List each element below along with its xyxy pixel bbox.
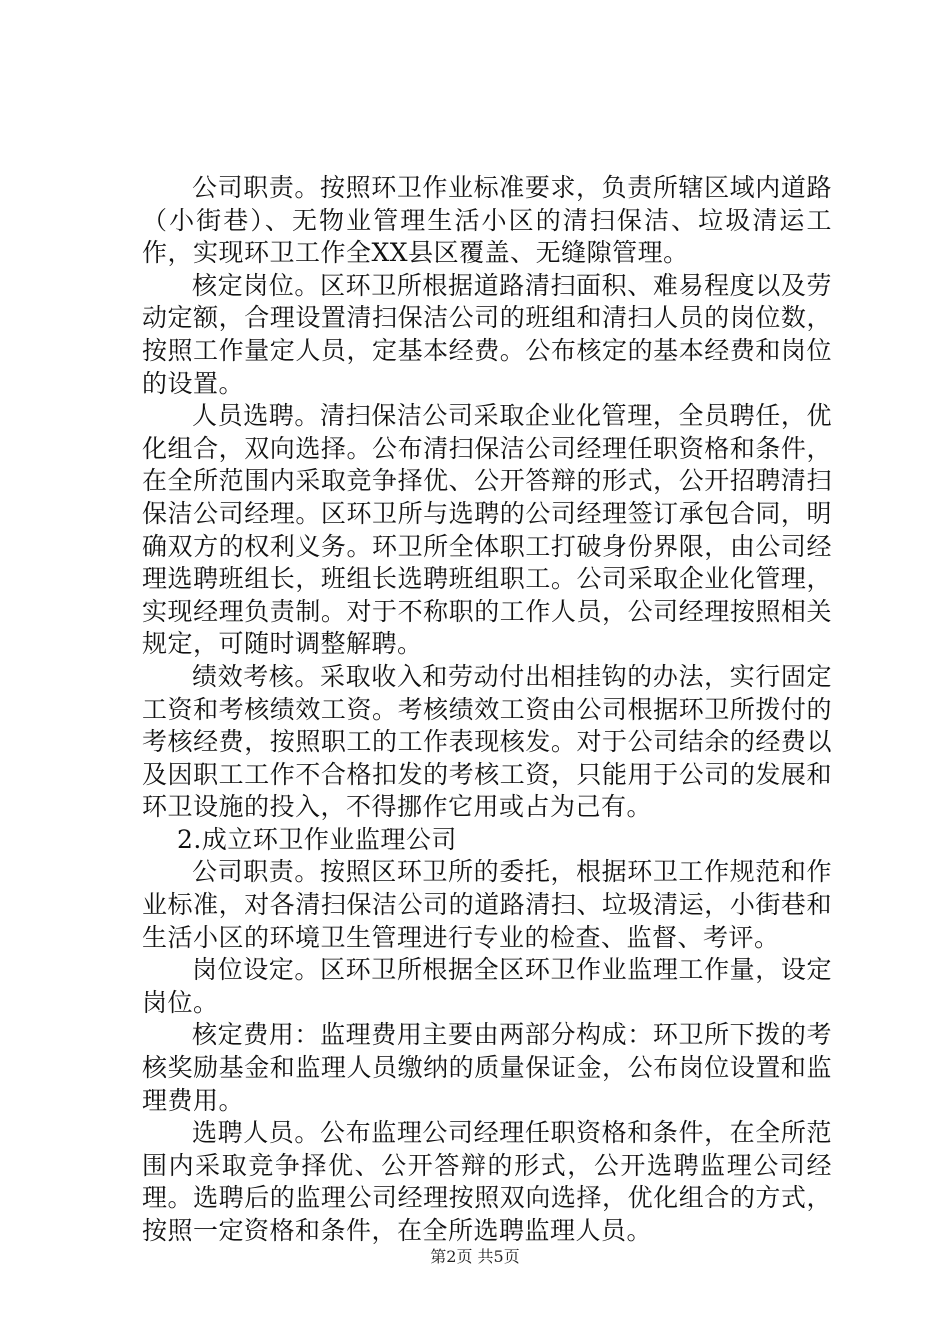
paragraph-post-setting: 岗位设定。区环卫所根据全区环卫作业监理工作量，设定岗位。	[142, 955, 832, 1017]
document-body	[142, 172, 832, 1248]
paragraph-staff-selection: 人员选聘。清扫保洁公司采取企业化管理，全员聘任，优化组合，双向选择。公布清扫保洁公司经理任职资格和条件，在全所范围内采取竞争择优、公开答辩的形式，公开招聘清扫保洁公司经理。区环卫所与选聘的公司经理签订承包合同，明确双方的权利义务。环卫所全体职工打破身份界限，由公司经理选聘班组长，班组长选聘班组职工。公司采取企业化管理，实现经理负责制。对于不称职的工作人员，公司经理按照相关规定，可随时调整解聘。	[142, 401, 832, 659]
paragraph-company-duties: 公司职责。按照环卫作业标准要求，负责所辖区域内道路（小街巷）、无物业管理生活小区的清扫保洁、垃圾清运工作，实现环卫工作全XX县区覆盖、无缝隙管理。	[142, 173, 832, 268]
page-number-footer: 第2页 共5页	[430, 1247, 520, 1266]
section-heading: 2.成立环卫作业监理公司	[177, 824, 457, 854]
paragraph-personnel-selection: 选聘人员。公布监理公司经理任职资格和条件，在全所范围内采取竞争择优、公开答辩的形式，公开选聘监理公司经理。选聘后的监理公司经理按照双向选择，优化组合的方式，按照一定资格和条件，在全所选聘监理人员。	[142, 1118, 832, 1245]
paragraph-supervision-duties: 公司职责。按照区环卫所的委托，根据环卫工作规范和作业标准，对各清扫保洁公司的道路清扫、垃圾清运，小街巷和生活小区的环境卫生管理进行专业的检查、监督、考评。	[142, 857, 832, 952]
paragraph-performance-appraisal: 绩效考核。采取收入和劳动付出相挂钩的办法，实行固定工资和考核绩效工资。考核绩效工资由公司根据环卫所拨付的考核经费，按照职工的工作表现核发。对于公司结余的经费以及因职工工作不合格扣发的考核工资，只能用于公司的发展和环卫设施的投入，不得挪作它用或占为己有。	[142, 661, 832, 822]
paragraph-post-verification: 核定岗位。区环卫所根据道路清扫面积、难易程度以及劳动定额，合理设置清扫保洁公司的班组和清扫人员的岗位数，按照工作量定人员，定基本经费。公布核定的基本经费和岗位的设置。	[142, 270, 832, 398]
paragraph-cost-verification: 核定费用：监理费用主要由两部分构成：环卫所下拨的考核奖励基金和监理人员缴纳的质量保证金，公布岗位设置和监理费用。	[142, 1020, 832, 1115]
